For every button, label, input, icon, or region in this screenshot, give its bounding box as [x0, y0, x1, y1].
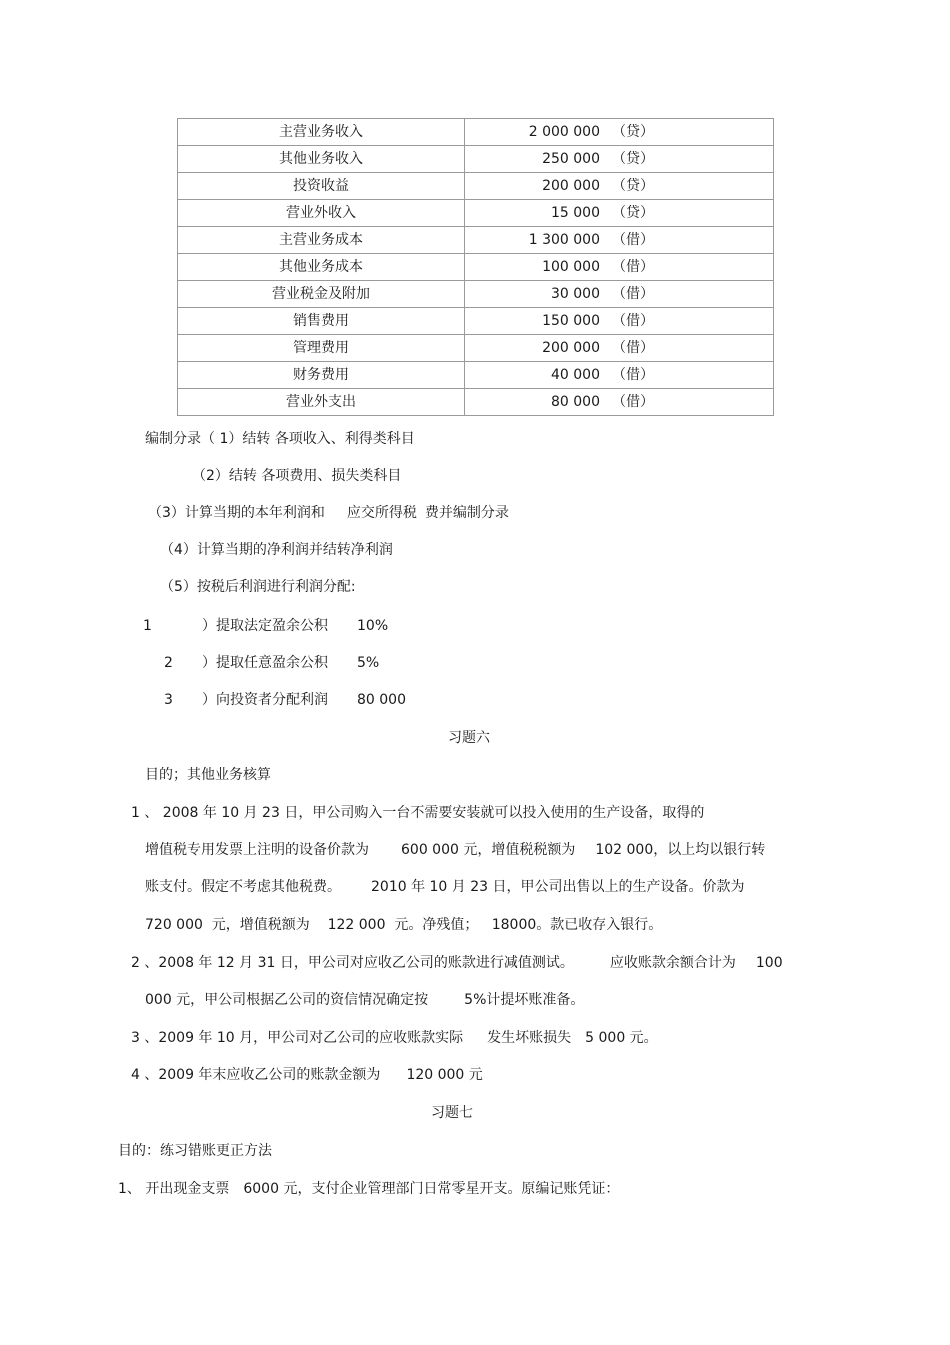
table-row	[178, 200, 774, 227]
debit-credit-direction: （借）	[612, 232, 654, 248]
account-amount: 1 300 000	[528, 232, 600, 248]
exercise-6-item-3-c: 5 000 元。	[585, 1030, 658, 1046]
distribution-item-1-value: 10%	[357, 618, 389, 634]
exercise-6-title: 习题六	[448, 730, 490, 746]
table-row	[178, 254, 774, 281]
debit-credit-direction: （贷）	[612, 124, 654, 140]
exercise-6-item-4	[131, 1065, 483, 1085]
account-name: 主营业务成本	[178, 227, 465, 254]
distribution-item-3-text: ）向投资者分配利润	[202, 692, 328, 708]
distribution-item-1-text: ）提取法定盈余公积	[202, 618, 328, 634]
distribution-item-1-number: 1	[143, 618, 152, 634]
account-amount-cell	[465, 335, 774, 362]
account-name: 其他业务成本	[178, 254, 465, 281]
entry-step-1: 编制分录（ 1）结转 各项收入、利得类科目	[145, 431, 415, 447]
account-amount-cell	[465, 254, 774, 281]
exercise-6-item-2-line-2	[145, 990, 584, 1010]
account-name: 财务费用	[178, 362, 465, 389]
exercise-6-item-2-line-1-a: 2 、2008 年 12 月 31 日，甲公司对应收乙公司的账款进行减值测试。	[131, 955, 574, 971]
account-amount-cell	[465, 119, 774, 146]
account-name: 营业外支出	[178, 389, 465, 416]
exercise-6-item-1-line-3	[145, 877, 745, 897]
exercise-6-item-2-line-2-a: 000 元，甲公司根据乙公司的资信情况确定按	[145, 992, 429, 1008]
account-name: 其他业务收入	[178, 146, 465, 173]
distribution-item-3-number: 3	[164, 692, 173, 708]
account-amount-cell	[465, 308, 774, 335]
exercise-6-goal: 目的；其他业务核算	[145, 767, 271, 783]
exercise-6-item-3-a: 3 、2009 年 10 月，甲公司对乙公司的应收账款实际	[131, 1030, 464, 1046]
account-amount-cell	[465, 389, 774, 416]
entry-step-3-part-c: 费并编制分录	[424, 505, 509, 521]
exercise-6-item-1-line-2-a: 增值税专用发票上注明的设备价款为	[145, 842, 369, 858]
distribution-item-2-value: 5%	[357, 655, 380, 671]
table-row	[178, 227, 774, 254]
exercise-6-item-2-line-1	[131, 953, 783, 973]
exercise-6-item-1-line-3-a: 账支付。假定不考虑其他税费。	[145, 879, 341, 895]
table-row	[178, 362, 774, 389]
exercise-6-item-1-line-2-b: 600 000 元，增值税税额为	[401, 842, 576, 858]
debit-credit-direction: （贷）	[612, 151, 654, 167]
distribution-item-3-value: 80 000	[357, 692, 406, 708]
account-amount-cell	[465, 281, 774, 308]
debit-credit-direction: （借）	[612, 286, 654, 302]
debit-credit-direction: （借）	[612, 340, 654, 356]
account-amount: 30 000	[551, 286, 600, 302]
account-name: 管理费用	[178, 335, 465, 362]
table-row	[178, 173, 774, 200]
debit-credit-direction: （借）	[612, 367, 654, 383]
table-row	[178, 389, 774, 416]
exercise-6-item-1-line-1: 1 、 2008 年 10 月 23 日，甲公司购入一台不需要安装就可以投入使用的生产设备，取得的	[131, 805, 705, 821]
exercise-6-item-3	[131, 1028, 658, 1048]
exercise-7-item-1	[118, 1179, 619, 1199]
exercise-6-item-4-a: 4 、2009 年末应收乙公司的账款金额为	[131, 1067, 381, 1083]
entry-step-4: （4）计算当期的净利润并结转净利润	[160, 542, 393, 558]
entry-step-2: （2）结转 各项费用、损失类科目	[192, 468, 402, 484]
table-row	[178, 281, 774, 308]
exercise-6-item-1-line-4: 720 000 元，增值税额为 122 000 元。净残值； 18000。款已收存入银行。	[145, 917, 663, 933]
exercise-7-item-1-a: 1、 开出现金支票	[118, 1181, 230, 1197]
account-amount: 15 000	[551, 205, 600, 221]
debit-credit-direction: （借）	[612, 394, 654, 410]
account-amount: 200 000	[542, 178, 600, 194]
account-amount-cell	[465, 362, 774, 389]
account-amount: 2 000 000	[528, 124, 600, 140]
account-amount: 250 000	[542, 151, 600, 167]
table-row	[178, 119, 774, 146]
account-amount: 200 000	[542, 340, 600, 356]
account-amount: 100 000	[542, 259, 600, 275]
account-amount-cell	[465, 227, 774, 254]
exercise-6-item-1-line-2-c: 102 000，以上均以银行转	[595, 842, 766, 858]
entry-step-3-part-a: （3）计算当期的本年利润和	[148, 505, 325, 521]
exercise-6-item-1-line-3-b: 2010 年 10 月 23 日，甲公司出售以上的生产设备。价款为	[371, 879, 745, 895]
account-name: 营业税金及附加	[178, 281, 465, 308]
account-amount: 80 000	[551, 394, 600, 410]
entry-step-3-part-b: 应交所得税	[346, 505, 417, 521]
account-name: 主营业务收入	[178, 119, 465, 146]
exercise-6-item-2-line-1-c: 100	[755, 955, 783, 971]
debit-credit-direction: （贷）	[612, 205, 654, 221]
account-amount: 40 000	[551, 367, 600, 383]
exercise-6-item-1-line-2	[145, 840, 765, 860]
exercise-6-item-3-b: 发生坏账损失	[487, 1030, 572, 1046]
distribution-item-2-text: ）提取任意盈余公积	[202, 655, 328, 671]
account-amount-cell	[465, 173, 774, 200]
account-name: 销售费用	[178, 308, 465, 335]
exercise-7-title: 习题七	[431, 1105, 473, 1121]
entry-step-3	[148, 503, 509, 523]
distribution-item-2-number: 2	[164, 655, 173, 671]
exercise-6-item-2-line-1-b: 应收账款余额合计为	[609, 955, 736, 971]
exercise-6-item-2-line-2-b: 5%计提坏账准备。	[464, 992, 585, 1008]
exercise-6-item-4-b: 120 000 元	[406, 1067, 483, 1083]
account-amount: 150 000	[542, 313, 600, 329]
table-row	[178, 308, 774, 335]
table-row	[178, 335, 774, 362]
exercise-7-item-1-b: 6000 元，支付企业管理部门日常零星开支。原编记账凭证：	[243, 1181, 620, 1197]
account-name: 投资收益	[178, 173, 465, 200]
exercise-7-goal: 目的：练习错账更正方法	[118, 1143, 272, 1159]
debit-credit-direction: （借）	[612, 259, 654, 275]
account-name: 营业外收入	[178, 200, 465, 227]
account-amount-cell	[465, 200, 774, 227]
table-row	[178, 146, 774, 173]
entry-step-5: （5）按税后利润进行利润分配:	[160, 579, 356, 595]
account-balance-table	[177, 118, 774, 416]
table-body	[178, 119, 774, 416]
debit-credit-direction: （借）	[612, 313, 654, 329]
account-amount-cell	[465, 146, 774, 173]
debit-credit-direction: （贷）	[612, 178, 654, 194]
